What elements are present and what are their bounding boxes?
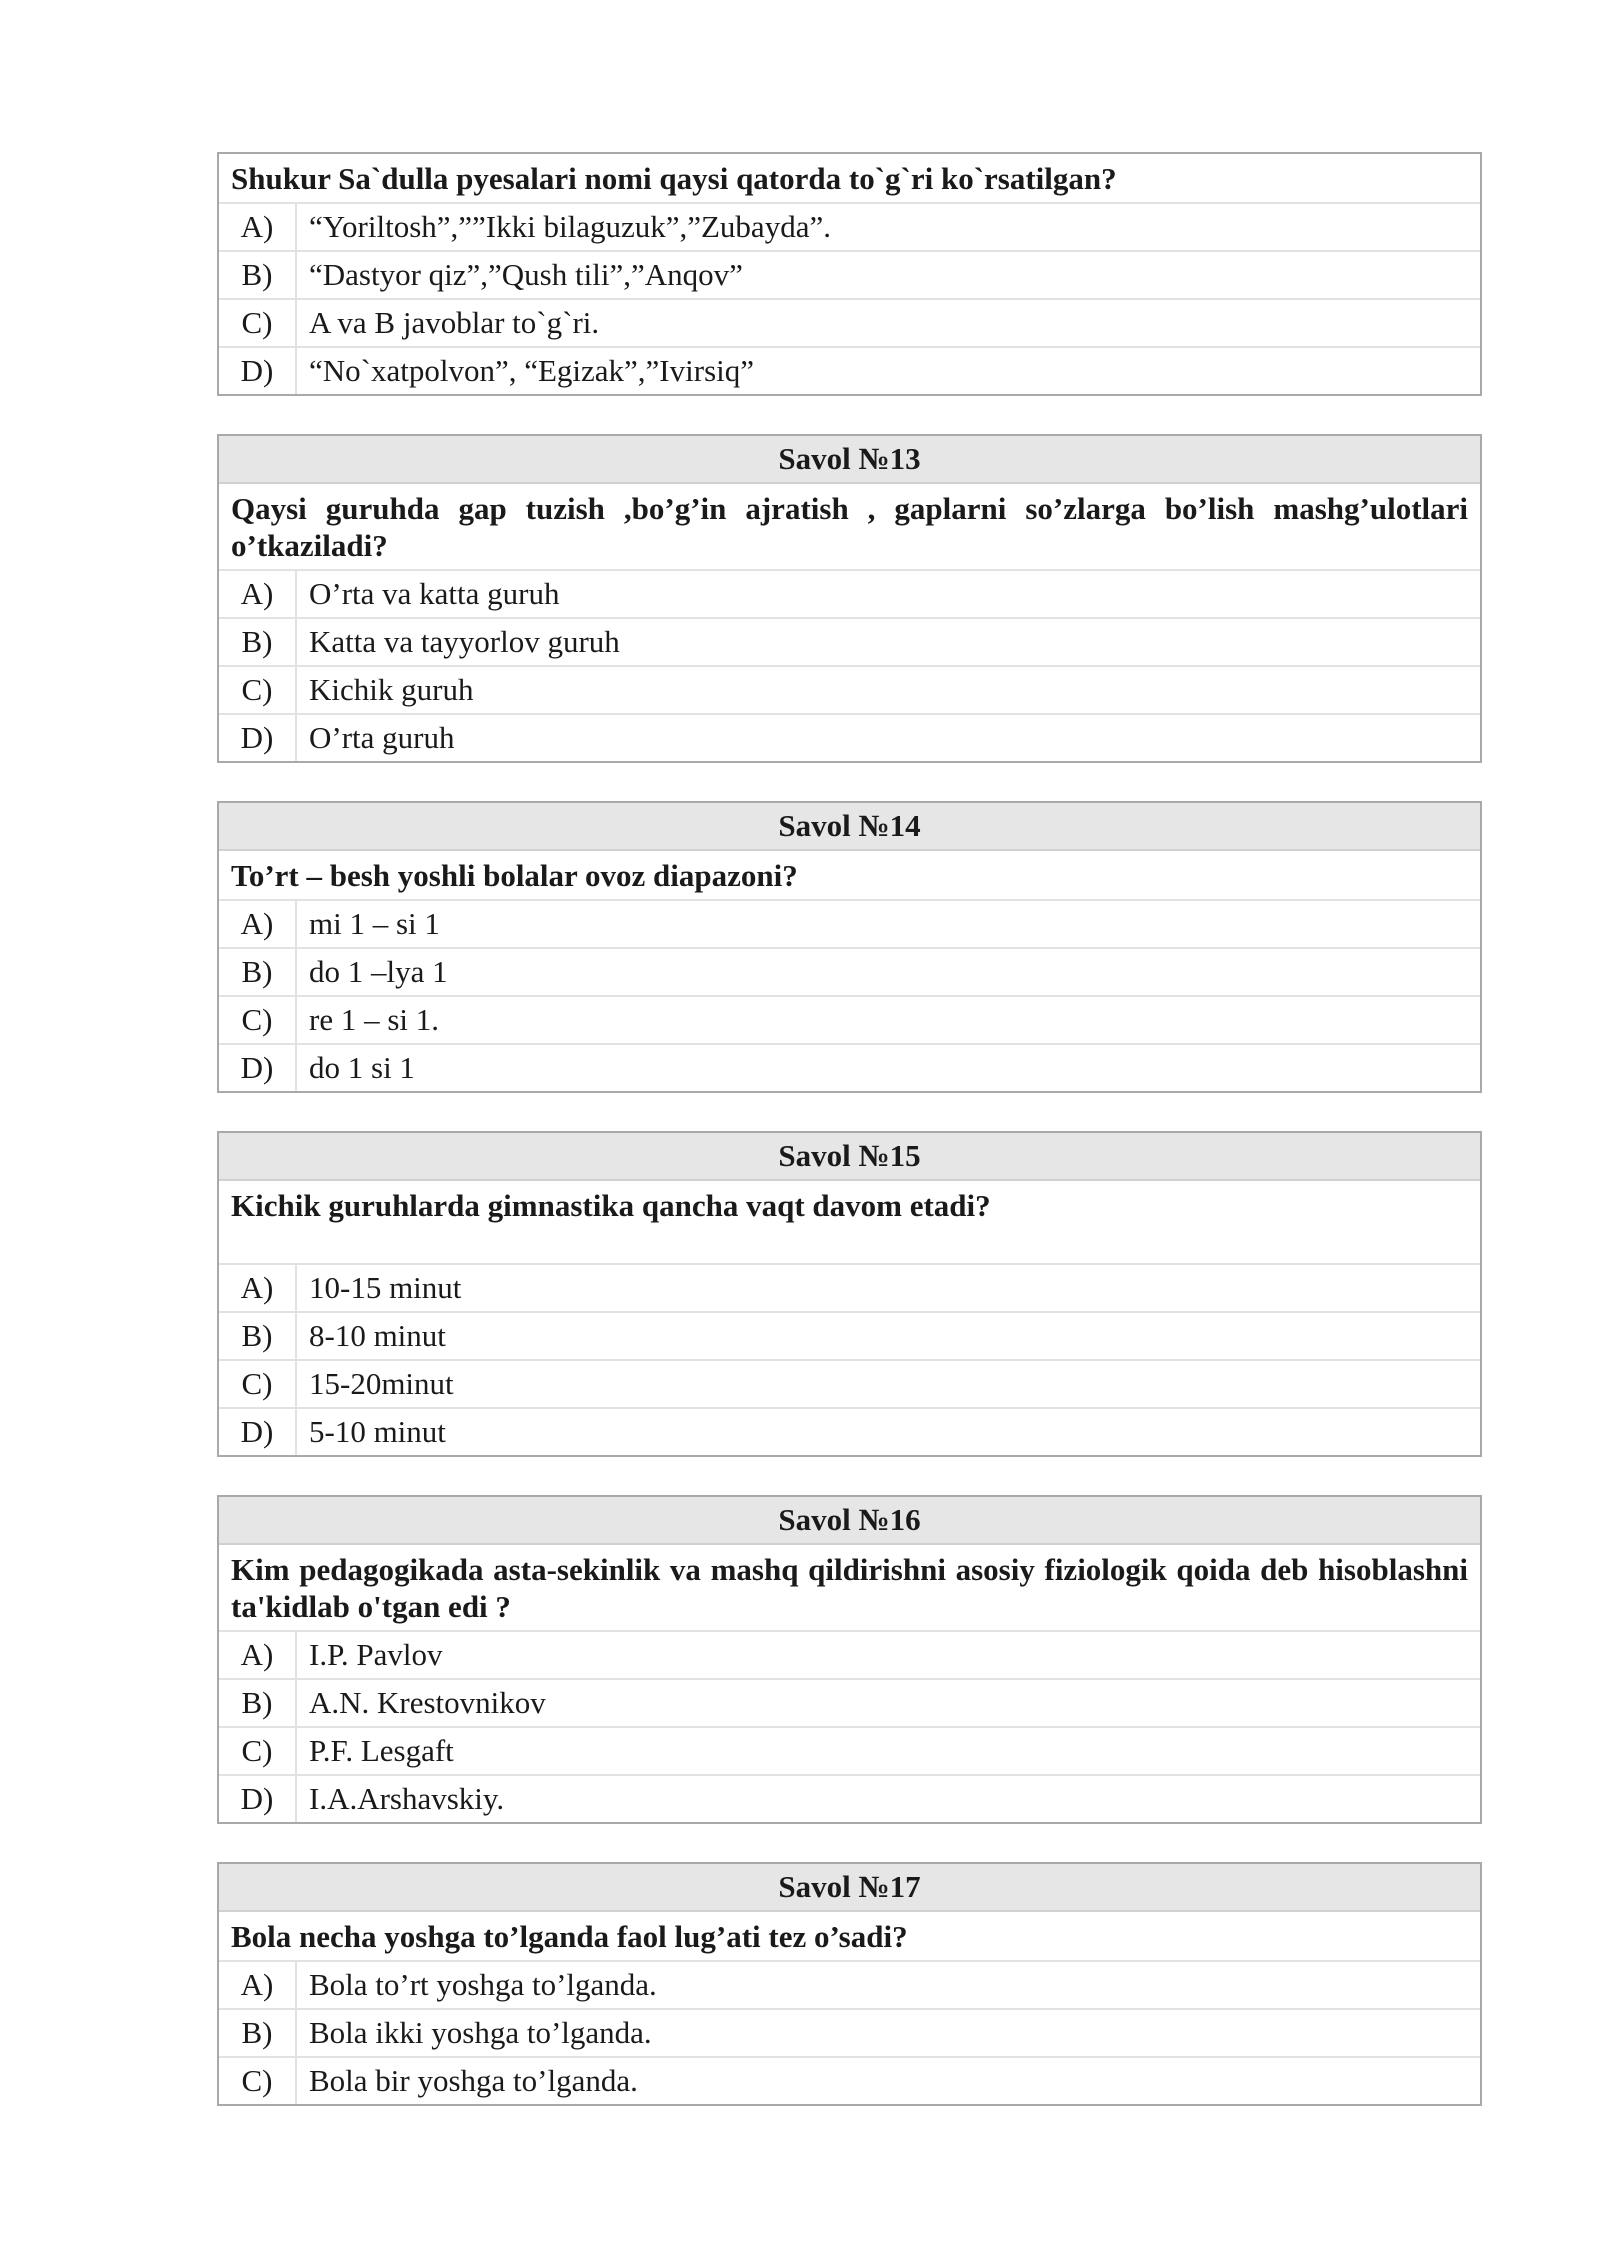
option-text: A.N. Krestovnikov bbox=[309, 1685, 546, 1720]
answer-option-row bbox=[219, 300, 1480, 348]
option-text: mi 1 – si 1 bbox=[309, 906, 440, 941]
answer-option-row bbox=[219, 1776, 1480, 1822]
answer-option-row bbox=[219, 715, 1480, 761]
question-text: Shukur Sa`dulla pyesalari nomi qaysi qatorda to`g`ri ko`rsatilgan? bbox=[219, 154, 1480, 204]
question-text: Kichik guruhlarda gimnastika qancha vaqt davom etadi? bbox=[219, 1181, 1480, 1265]
question-number-header: Savol №14 bbox=[219, 803, 1480, 851]
option-letter: B) bbox=[219, 949, 297, 995]
answer-option-row bbox=[219, 252, 1480, 300]
question-number-header: Savol №13 bbox=[219, 436, 1480, 484]
option-text: P.F. Lesgaft bbox=[309, 1733, 454, 1768]
option-text: A va B javoblar to`g`ri. bbox=[309, 305, 600, 340]
option-text: Kichik guruh bbox=[309, 672, 474, 707]
option-text: “Yoriltosh”,””Ikki bilaguzuk”,”Zubayda”. bbox=[309, 209, 831, 244]
option-letter: A) bbox=[219, 1962, 297, 2008]
answer-option-row bbox=[219, 1313, 1480, 1361]
option-letter: A) bbox=[219, 901, 297, 947]
option-text: “Dastyor qiz”,”Qush tili”,”Anqov” bbox=[309, 257, 743, 292]
option-letter: B) bbox=[219, 2010, 297, 2056]
option-letter: C) bbox=[219, 2058, 297, 2104]
answer-option-row bbox=[219, 1962, 1480, 2010]
option-text: 15-20minut bbox=[309, 1366, 454, 1401]
option-text: Bola ikki yoshga to’lganda. bbox=[309, 2015, 652, 2050]
question-block bbox=[217, 1862, 1482, 2106]
question-number-header: Savol №15 bbox=[219, 1133, 1480, 1181]
option-text: 8-10 minut bbox=[309, 1318, 446, 1353]
option-text: re 1 – si 1. bbox=[309, 1002, 440, 1037]
answer-option-row bbox=[219, 2010, 1480, 2058]
question-number-header: Savol №17 bbox=[219, 1864, 1480, 1912]
option-text: do 1 –lya 1 bbox=[309, 954, 448, 989]
option-letter: A) bbox=[219, 1632, 297, 1678]
option-text: 5-10 minut bbox=[309, 1414, 446, 1449]
question-text: To’rt – besh yoshli bolalar ovoz diapazoni? bbox=[219, 851, 1480, 901]
option-text: I.P. Pavlov bbox=[309, 1637, 443, 1672]
question-block bbox=[217, 1131, 1482, 1457]
option-letter: B) bbox=[219, 619, 297, 665]
option-letter: B) bbox=[219, 1313, 297, 1359]
question-text: Qaysi guruhda gap tuzish ,bo’g’in ajratish , gaplarni so’zlarga bo’lish mashg’ulotlari o’tkaziladi? bbox=[219, 484, 1480, 571]
answer-option-row bbox=[219, 1265, 1480, 1313]
question-block bbox=[217, 801, 1482, 1093]
option-text: Bola bir yoshga to’lganda. bbox=[309, 2063, 638, 2098]
option-letter: B) bbox=[219, 252, 297, 298]
option-letter: D) bbox=[219, 348, 297, 394]
answer-option-row bbox=[219, 2058, 1480, 2104]
option-letter: C) bbox=[219, 1728, 297, 1774]
option-letter: C) bbox=[219, 667, 297, 713]
option-letter: A) bbox=[219, 1265, 297, 1311]
option-letter: D) bbox=[219, 1776, 297, 1822]
option-text: Katta va tayyorlov guruh bbox=[309, 624, 620, 659]
option-text: O’rta va katta guruh bbox=[309, 576, 560, 611]
question-text: Kim pedagogikada asta-sekinlik va mashq qildirishni asosiy fiziologik qoida deb hisoblashni ta'kidlab o'tgan edi ? bbox=[219, 1545, 1480, 1632]
answer-option-row bbox=[219, 1409, 1480, 1455]
answer-option-row bbox=[219, 348, 1480, 394]
answer-option-row bbox=[219, 997, 1480, 1045]
answer-option-row bbox=[219, 901, 1480, 949]
answer-option-row bbox=[219, 1045, 1480, 1091]
answer-option-row bbox=[219, 571, 1480, 619]
option-letter: C) bbox=[219, 997, 297, 1043]
question-number-header: Savol №16 bbox=[219, 1497, 1480, 1545]
option-letter: C) bbox=[219, 1361, 297, 1407]
option-letter: D) bbox=[219, 715, 297, 761]
option-letter: B) bbox=[219, 1680, 297, 1726]
option-letter: D) bbox=[219, 1045, 297, 1091]
answer-option-row bbox=[219, 204, 1480, 252]
answer-option-row bbox=[219, 949, 1480, 997]
question-block bbox=[217, 434, 1482, 763]
option-text: “No`xatpolvon”, “Egizak”,”Ivirsiq” bbox=[309, 353, 755, 388]
question-block bbox=[217, 1495, 1482, 1824]
option-letter: C) bbox=[219, 300, 297, 346]
quiz-page bbox=[217, 152, 1482, 2144]
answer-option-row bbox=[219, 1361, 1480, 1409]
option-letter: A) bbox=[219, 571, 297, 617]
option-text: Bola to’rt yoshga to’lganda. bbox=[309, 1967, 657, 2002]
question-text: Bola necha yoshga to’lganda faol lug’ati tez o’sadi? bbox=[219, 1912, 1480, 1962]
answer-option-row bbox=[219, 619, 1480, 667]
answer-option-row bbox=[219, 1680, 1480, 1728]
option-text: do 1 si 1 bbox=[309, 1050, 415, 1085]
option-letter: A) bbox=[219, 204, 297, 250]
option-text: I.A.Arshavskiy. bbox=[309, 1781, 505, 1816]
option-text: 10-15 minut bbox=[309, 1270, 462, 1305]
option-text: O’rta guruh bbox=[309, 720, 455, 755]
question-block bbox=[217, 152, 1482, 396]
answer-option-row bbox=[219, 667, 1480, 715]
answer-option-row bbox=[219, 1632, 1480, 1680]
answer-option-row bbox=[219, 1728, 1480, 1776]
option-letter: D) bbox=[219, 1409, 297, 1455]
